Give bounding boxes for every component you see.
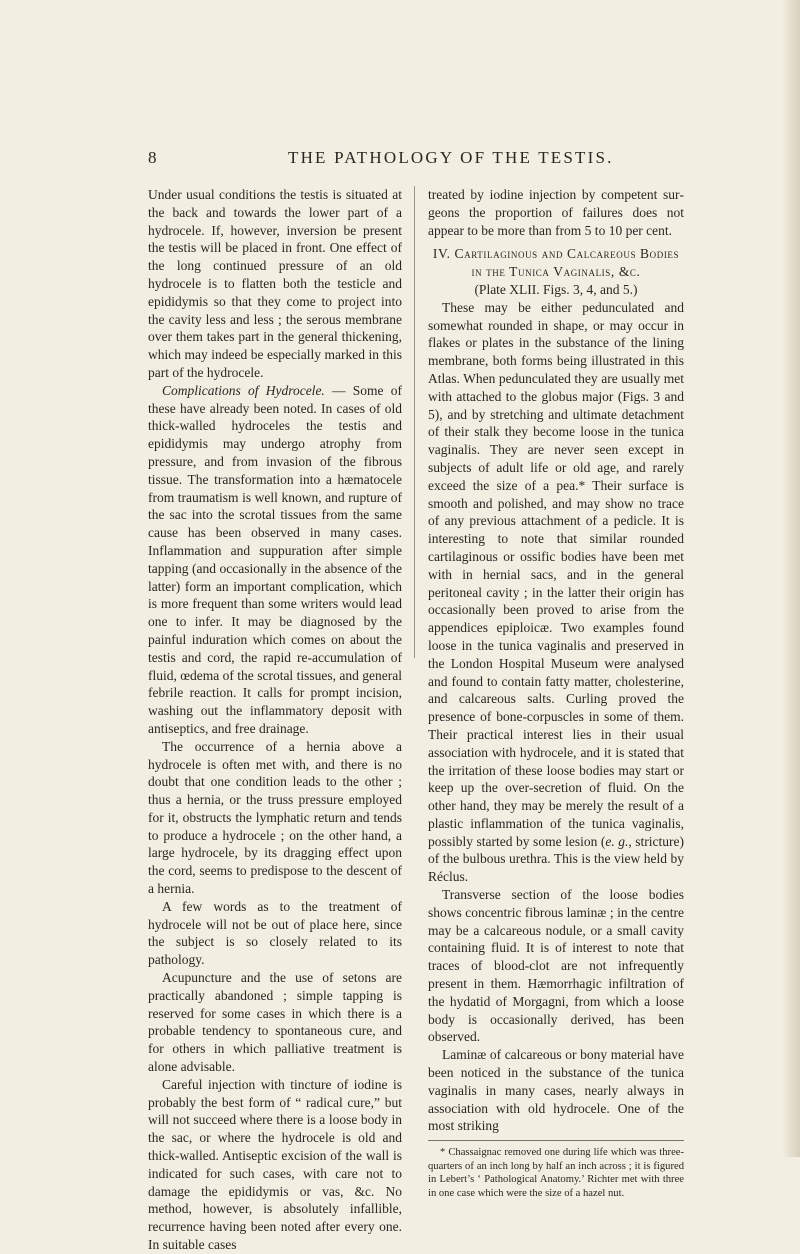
paragraph-text: , stricture) of the bulbous urethra. This is the view held by Réclus. <box>428 833 684 885</box>
inline-heading: Complications of Hydrocele. <box>162 382 325 398</box>
footnote: * Chassaignac removed one during life which was three-quarters of an inch long by half an inch across ; it is figured in Lebert’s ‘ Pathological Anatomy.’ Richter met with three in one case which were the size of a hazel nut. <box>428 1147 684 1200</box>
page-edge-shadow <box>782 0 800 1157</box>
section-heading <box>428 245 684 281</box>
paragraph: A few words as to the treatment of hydrocele will not be out of place here, since the subject is so closely related to its pathology. <box>148 898 402 968</box>
paragraph <box>148 382 402 738</box>
paragraph: Careful injection with tincture of iodine is probably the best form of “ radical cure,” but will not succeed where there is a loose body in the sac, or where the hydrocele is old and thick-walled. Antiseptic excision of the wall is indicated for such cases, with care not to damage the epididymis or vas, &c. No method, however, is absolutely infallible, recurrence having been noted after every one. In suitable cases <box>148 1076 402 1253</box>
paragraph-text: — Some of these have already been noted. In cases of old thick-walled hydroceles the testis and epididymis may undergo atrophy from pressure, and from invasion of the fibrous tissue. The transformation into a hæmatocele from traumatism is well known, and rupture of the sac into the scrotal tissues from the same cause has been observed in many cases. Inflammation and suppuration after simple tapping (and occasionally in the absence of the latter) form an important complication, which is more frequent than some writers would lead one to infer. It may be diagnosed by the painful induration which comes on about the testis and cord, the rapid re-accumulation of fluid, œdema of the scrotal tissues, and general febrile reaction. It calls for prompt incision, washing out the inflammatory deposit with antiseptics, and free drainage. <box>148 382 402 736</box>
right-column <box>428 186 684 1201</box>
paragraph: Laminæ of calcareous or bony material have been noticed in the substance of the tunica vaginalis in many cases, nearly always in association with old hydrocele. One of the most striking <box>428 1047 684 1134</box>
paragraph: Transverse section of the loose bodies shows concentric fibrous laminæ ; in the centre may be a calcareous nodule, or a small cavity containing fluid. It is of interest to note that traces of blood-clot are not infrequently present in them. Hæmorrhagic infiltration of the hydatid of Morgagni, from which a loose body is occasionally derived, has been observed. <box>428 887 684 1045</box>
section-heading-line: in the Tunica Vaginalis, &c. <box>471 264 641 280</box>
paragraph <box>428 299 684 886</box>
running-title: THE PATHOLOGY OF THE TESTIS. <box>288 148 614 167</box>
page-header <box>148 148 672 172</box>
footnote-divider <box>428 1140 684 1141</box>
plate-reference: (Plate XLII. Figs. 3, 4, and 5.) <box>474 281 638 297</box>
paragraph: Acupuncture and the use of setons are practically abandoned ; simple tapping is reserved for some cases in which there is a probable tendency to spontaneous cure, and for others in which palliative treatment is alone advisable. <box>148 970 402 1075</box>
paragraph: The occurrence of a hernia above a hydrocele is often met with, and there is no doubt that one condition leads to the other ; thus a hernia, or the truss pressure employed for it, obstructs the lymphatic return and tends to produce a hydrocele ; on the other hand, a large hydrocele, by its dragging effect upon the cord, seems to predispose to the descent of a hernia. <box>148 738 402 897</box>
left-column <box>148 186 402 1254</box>
inline-italic: e. g. <box>605 833 629 849</box>
paragraph: treated by iodine injection by competent surgeons the proportion of failures does not appear to be more than from 5 to 10 per cent. <box>428 187 684 238</box>
column-divider <box>414 186 415 658</box>
paragraph-text: These may be either pedunculated and somewhat rounded in shape, or may occur in flakes or plates in the substance of the lining membrane, both forms being illustrated in this Atlas. When pedunculated they are usually met with attached to the globus major (Figs. 3 and 5), and by stretching and ultimate detachment of their stalk they become loose in the tunica vaginalis. They are never seen except in subjects of adult life or old age, and rarely exceed the size of a pea.* Their surface is smooth and polished, and may show no trace of any previous attachment of a pedicle. It is interesting to note that similar rounded cartilaginous or ossific bodies have been met with in hernial sacs, and in the general peritoneal cavity ; in the latter their origin has occasionally been proved to arise from the appendices epiploicæ. Two examples found loose in the tunica vaginalis and preserved in the London Hospital Museum were analysed and found to contain fatty matter, cholesterine, and calcareous salts. Curling proved the presence of bone-corpuscles in some of them. Their practical interest lies in their usual association with hydrocele, and it is stated that the irritation of these loose bodies may start or keep up the over-secretion of fluid. On the other hand, they may be merely the result of a plastic inflammation of the tunica vaginalis, possibly started by some lesion ( <box>428 299 684 849</box>
page-number: 8 <box>148 148 157 167</box>
paragraph: Under usual conditions the testis is situated at the back and towards the lower part of a hydrocele. If, however, inversion be present the testis will be placed in front. One effect of the long continued pressure of an old hydrocele is to flatten both the testicle and epididymis so that they come to project into the cavity less and less ; the serous membrane over them takes part in the general thickening, which may indeed be especially marked in this part of the hydrocele. <box>148 187 402 380</box>
section-heading-line: IV. Cartilaginous and Calcareous Bodies <box>432 246 680 262</box>
